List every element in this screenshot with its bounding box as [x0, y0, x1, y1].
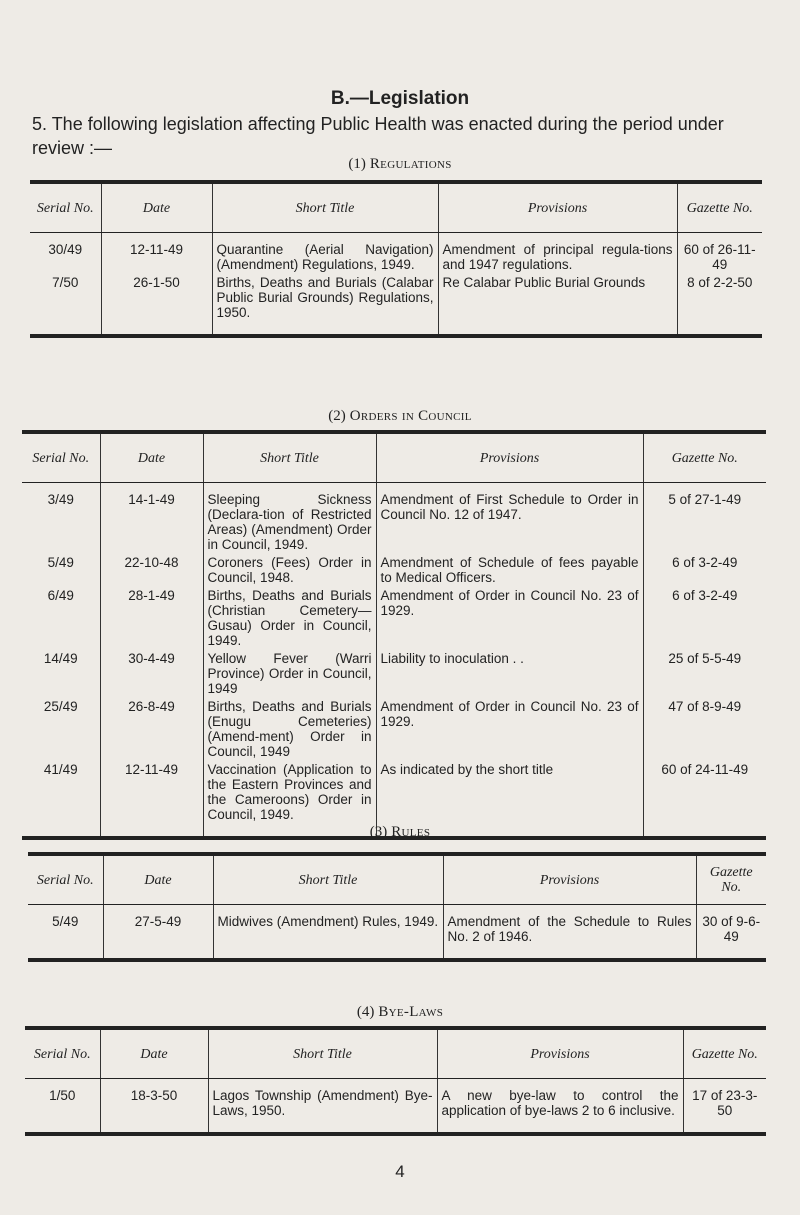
regulations-title	[0, 156, 800, 173]
serial-cell: 30/49	[48, 242, 83, 257]
serial-cell: 6/49	[47, 588, 74, 603]
date-cell: 14-1-49	[100, 483, 203, 553]
header-short-title: Short Title	[203, 432, 376, 483]
title-cell: Midwives (Amendment) Rules, 1949.	[213, 905, 443, 961]
bye-laws-table	[25, 1026, 766, 1136]
section-number: (4)	[356, 1004, 375, 1020]
provisions-cell: Amendment of principal regula-tions and 1947 regulations.	[438, 233, 677, 273]
table-row	[22, 585, 766, 648]
header-gazette: Gazette No.	[696, 854, 766, 905]
section-number: (3)	[369, 824, 388, 840]
provisions-cell: As indicated by the short title	[376, 759, 643, 838]
gazette-cell: 6 of 3-2-49	[643, 585, 766, 648]
serial-cell: 5/49	[52, 914, 79, 929]
title-cell: Quarantine (Aerial Navigation) (Amendment) Regulations, 1949.	[212, 233, 438, 273]
provisions-cell: Amendment of Order in Council No. 23 of 1929.	[376, 585, 643, 648]
serial-cell: 7/50	[52, 275, 79, 290]
table-row	[22, 696, 766, 759]
title-cell: Births, Deaths and Burials (Christian Cemetery—Gusau) Order in Council, 1949.	[203, 585, 376, 648]
table-row	[30, 272, 762, 336]
section-label: Bye-Laws	[378, 1004, 444, 1020]
date-cell: 30-4-49	[100, 648, 203, 696]
header-short-title: Short Title	[212, 182, 438, 233]
header-row	[25, 1028, 766, 1079]
date-cell: 28-1-49	[100, 585, 203, 648]
provisions-cell: Liability to inoculation . .	[376, 648, 643, 696]
header-serial: Serial No.	[25, 1028, 100, 1079]
date-cell: 18-3-50	[100, 1079, 208, 1135]
header-date: Date	[100, 1028, 208, 1079]
gazette-cell: 30 of 9-6-49	[696, 905, 766, 961]
header-provisions: Provisions	[437, 1028, 683, 1079]
date-cell: 26-1-50	[101, 272, 212, 336]
gazette-cell: 8 of 2-2-50	[677, 272, 762, 336]
section-number: (1)	[348, 156, 366, 172]
section-label: Rules	[391, 824, 431, 840]
serial-cell: 25/49	[43, 699, 78, 714]
table-row	[22, 483, 766, 553]
orders-in-council-title	[0, 408, 800, 425]
title-cell: Births, Deaths and Burials (Calabar Public Burial Grounds) Regulations, 1950.	[212, 272, 438, 336]
gazette-cell: 25 of 5-5-49	[643, 648, 766, 696]
header-provisions: Provisions	[438, 182, 677, 233]
title-cell: Coroners (Fees) Order in Council, 1948.	[203, 552, 376, 585]
gazette-cell: 6 of 3-2-49	[643, 552, 766, 585]
section-number: (2)	[328, 408, 346, 424]
gazette-cell: 5 of 27-1-49	[643, 483, 766, 553]
header-short-title: Short Title	[213, 854, 443, 905]
header-short-title: Short Title	[208, 1028, 437, 1079]
page-number: 4	[395, 1162, 405, 1181]
date-cell: 26-8-49	[100, 696, 203, 759]
date-cell: 12-11-49	[101, 233, 212, 273]
header-serial: Serial No.	[22, 432, 100, 483]
title-cell: Yellow Fever (Warri Province) Order in Council, 1949	[203, 648, 376, 696]
header-provisions: Provisions	[376, 432, 643, 483]
provisions-cell: A new bye-law to control the application of bye-laws 2 to 6 inclusive.	[437, 1079, 683, 1135]
gazette-cell: 47 of 8-9-49	[643, 696, 766, 759]
date-cell: 22-10-48	[100, 552, 203, 585]
rules-table	[28, 852, 766, 962]
header-gazette: Gazette No.	[683, 1028, 766, 1079]
table-row	[28, 905, 766, 961]
header-date: Date	[103, 854, 213, 905]
header-provisions: Provisions	[443, 854, 696, 905]
table-row	[22, 552, 766, 585]
provisions-cell: Re Calabar Public Burial Grounds	[438, 272, 677, 336]
gazette-cell: 17 of 23-3-50	[683, 1079, 766, 1135]
gazette-cell: 60 of 24-11-49	[643, 759, 766, 838]
header-serial: Serial No.	[28, 854, 103, 905]
header-gazette: Gazette No.	[643, 432, 766, 483]
title-cell: Sleeping Sickness (Declara-tion of Restricted Areas) (Amendment) Order in Council, 1949.	[203, 483, 376, 553]
serial-cell: 5/49	[47, 555, 74, 570]
table-row	[22, 648, 766, 696]
regulations-table	[30, 180, 762, 338]
serial-cell: 1/50	[49, 1088, 76, 1103]
table-row	[30, 233, 762, 273]
bye-laws-title	[0, 1004, 800, 1021]
section-label: Regulations	[369, 156, 452, 172]
serial-cell: 3/49	[47, 492, 74, 507]
header-date: Date	[100, 432, 203, 483]
serial-cell: 41/49	[43, 762, 78, 777]
table-row	[25, 1079, 766, 1135]
header-row	[28, 854, 766, 905]
provisions-cell: Amendment of First Schedule to Order in Council No. 12 of 1947.	[376, 483, 643, 553]
header-date: Date	[101, 182, 212, 233]
header-serial: Serial No.	[30, 182, 101, 233]
provisions-cell: Amendment of Order in Council No. 23 of 1929.	[376, 696, 643, 759]
header-row	[30, 182, 762, 233]
serial-cell: 14/49	[43, 651, 78, 666]
header-gazette: Gazette No.	[677, 182, 762, 233]
intro-paragraph: 5. The following legislation affecting Public Health was enacted during the period under review :—	[32, 114, 724, 158]
section-heading: B.—Legislation	[330, 88, 470, 109]
gazette-cell: 60 of 26-11-49	[677, 233, 762, 273]
date-cell: 12-11-49	[100, 759, 203, 838]
orders-in-council-table	[22, 430, 766, 840]
header-row	[22, 432, 766, 483]
title-cell: Births, Deaths and Burials (Enugu Cemeteries) (Amend-ment) Order in Council, 1949	[203, 696, 376, 759]
title-cell: Lagos Township (Amendment) Bye-Laws, 1950.	[208, 1079, 437, 1135]
provisions-cell: Amendment of Schedule of fees payable to Medical Officers.	[376, 552, 643, 585]
date-cell: 27-5-49	[103, 905, 213, 961]
section-label: Orders in Council	[349, 408, 472, 424]
title-cell: Vaccination (Application to the Eastern Provinces and the Cameroons) Order in Council, 1949.	[203, 759, 376, 838]
rules-title	[0, 824, 800, 841]
provisions-cell: Amendment of the Schedule to Rules No. 2 of 1946.	[443, 905, 696, 961]
